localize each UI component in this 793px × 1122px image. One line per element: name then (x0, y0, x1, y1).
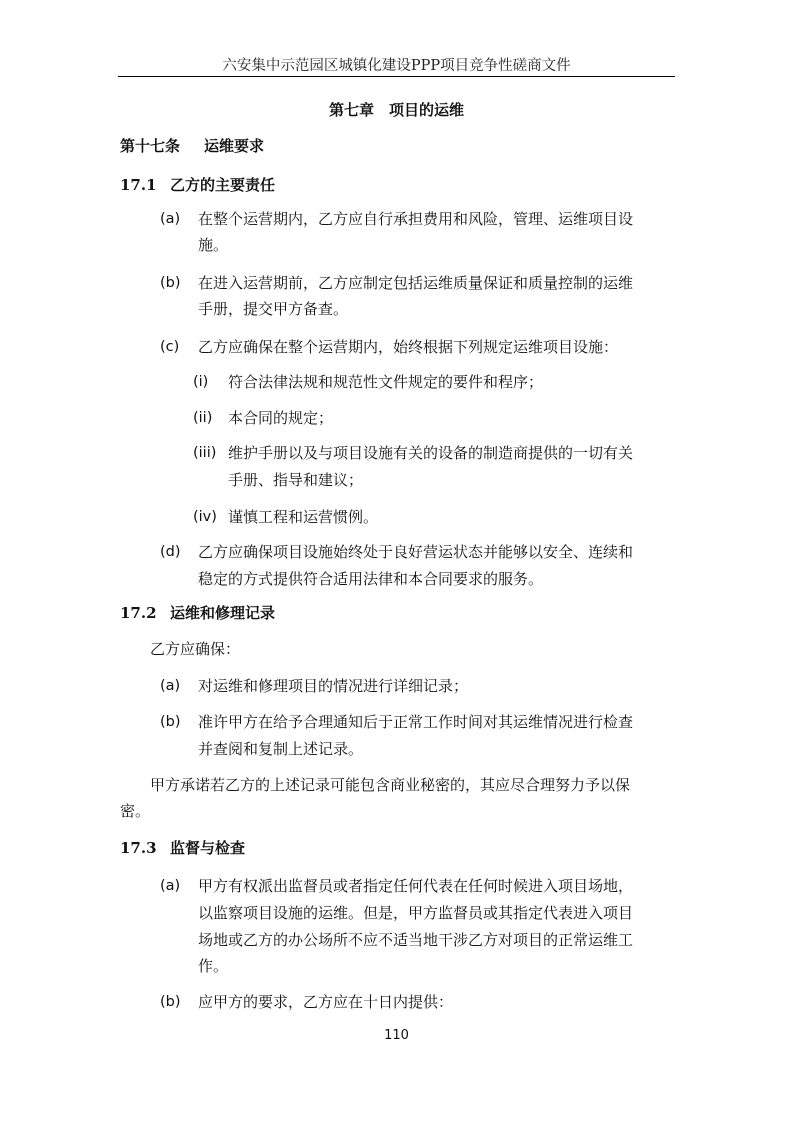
item-text-line: 应甲方的要求，乙方应在十日内提供： (198, 993, 454, 1011)
item-marker: (a) (160, 211, 181, 227)
item-text-line: 稳定的方式提供符合适用法律和本合同要求的服务。 (198, 570, 544, 588)
section-number: 17.3 (120, 839, 157, 857)
item-marker: (d) (160, 544, 181, 560)
item-marker: (a) (160, 878, 181, 894)
subitem-marker: (i) (193, 374, 209, 390)
item-marker: (a) (160, 678, 181, 694)
item-text-line: 施。 (198, 236, 229, 254)
item-text-line: 以监察项目设施的运维。但是，甲方监督员或其指定代表进入项目 (198, 904, 634, 922)
item-text-line: 甲方有权派出监督员或者指定任何代表在任何时候进入项目场地， (198, 877, 634, 895)
item-text-line: 并查阅和复制上述记录。 (198, 740, 364, 758)
subitem-marker: (iii) (193, 445, 217, 461)
section-title: 乙方的主要责任 (170, 176, 276, 194)
item-text-line: 在整个运营期内，乙方应自行承担费用和风险，管理、运维项目设 (198, 210, 634, 228)
page-number: 110 (384, 1028, 409, 1043)
paragraph-text: 乙方应确保： (150, 640, 241, 658)
item-marker: (b) (160, 714, 181, 730)
article-title: 运维要求 (204, 137, 265, 155)
subitem-text-line: 谨慎工程和运营惯例。 (228, 508, 379, 526)
section-title: 运维和修理记录 (170, 604, 276, 622)
item-marker: (c) (160, 339, 180, 355)
section-number: 17.1 (120, 176, 157, 194)
subitem-marker: (iv) (193, 509, 217, 525)
article-number: 第十七条 (120, 137, 181, 155)
section-number: 17.2 (120, 604, 157, 622)
subitem-text-line: 本合同的规定； (228, 409, 334, 427)
subitem-text-line: 手册、指导和建议； (228, 471, 364, 489)
item-text-line: 准许甲方在给予合理通知后于正常工作时间对其运维情况进行检查 (198, 713, 634, 731)
chapter-title: 第七章 项目的运维 (328, 101, 464, 119)
paragraph-text: 甲方承诺若乙方的上述记录可能包含商业秘密的，其应尽合理努力予以保 (150, 776, 631, 794)
paragraph-text: 密。 (120, 802, 151, 820)
item-marker: (b) (160, 275, 181, 291)
subitem-text-line: 维护手册以及与项目设施有关的设备的制造商提供的一切有关 (228, 444, 634, 462)
item-text-line: 乙方应确保项目设施始终处于良好营运状态并能够以安全、连续和 (198, 543, 634, 561)
item-text-line: 在进入运营期前，乙方应制定包括运维质量保证和质量控制的运维 (198, 274, 634, 292)
item-marker: (b) (160, 994, 181, 1010)
subitem-marker: (ii) (193, 410, 213, 426)
item-text-line: 对运维和修理项目的情况进行详细记录； (198, 677, 469, 695)
header-rule (118, 76, 675, 77)
document-header: 六安集中示范园区城镇化建设PPP项目竞争性磋商文件 (222, 58, 571, 74)
item-text-line: 作。 (198, 957, 229, 975)
item-text-line: 乙方应确保在整个运营期内，始终根据下列规定运维项目设施： (198, 338, 619, 356)
item-text-line: 场地或乙方的办公场所不应不适当地干涉乙方对项目的正常运维工 (198, 931, 634, 949)
item-text-line: 手册，提交甲方备查。 (198, 300, 349, 318)
subitem-text-line: 符合法律法规和规范性文件规定的要件和程序； (228, 373, 544, 391)
section-title: 监督与检查 (170, 839, 246, 857)
